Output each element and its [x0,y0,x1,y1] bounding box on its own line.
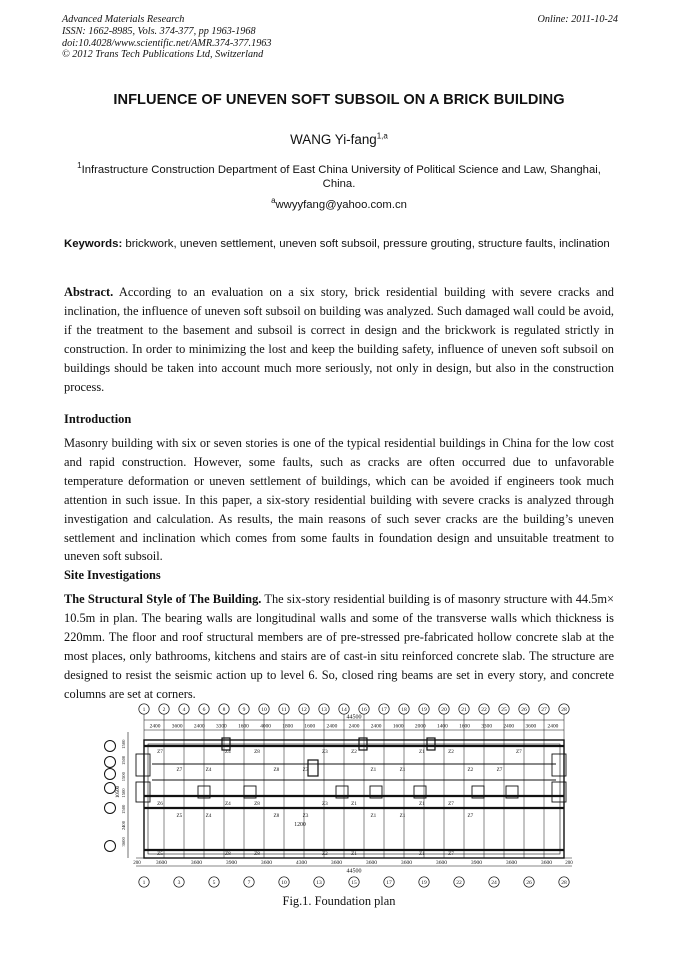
axis-label-top: 27 [541,707,547,714]
axis-label-top: 10 [261,707,267,714]
axis-label-bottom: 26 [526,880,532,887]
footing-tag: Z7 [448,801,454,807]
footing-tag: Z7 [448,851,454,857]
dimension-edge-left: 200 [133,861,141,866]
foundation-outline-inner [148,744,560,854]
online-date: Online: 2011-10-24 [537,14,618,25]
site-heading: Site Investigations [64,568,161,582]
keywords-label: Keywords: [64,238,123,250]
axis-label-top: 22 [481,707,487,714]
axis-label-bottom: 13 [316,880,322,887]
footing-tag: Z2 [351,749,357,755]
footing-tag: Z5 [176,813,183,819]
axis-label-top: 26 [521,707,527,714]
dimension-label-left: 1500 [121,755,126,766]
site-sub-label: The Structural Style of The Building. [64,592,262,606]
dimension-label-top: 2400 [370,723,382,730]
journal-header [62,14,618,61]
axis-label-bottom: 24 [491,880,497,887]
dimension-label-top: 2400 [348,723,360,730]
email [0,196,678,211]
footing-tag: Z1 [370,813,377,819]
dimension-label-top: 1600 [392,723,404,730]
journal-doi: doi:10.4028/www.scientific.net/AMR.374-377.1963 [62,37,272,49]
author [0,132,678,147]
dimension-label-left: 2400 [121,820,126,831]
dimension-label-left: 1500 [121,804,126,814]
dimension-label-top: 1400 [437,723,448,730]
footing-tag: Z1 [399,767,406,773]
footing-tag: Z8 [273,813,280,819]
dimension-label-top: 1600 [304,723,316,730]
dimension-label-bottom: 3900 [225,860,238,866]
axis-label-top: 16 [361,707,367,714]
axis-bubble-left [104,740,116,752]
footing-tag: Z7 [176,767,183,773]
footing-tag: Z5 [157,851,163,857]
introduction-text: Masonry building with six or seven stories is one of the typical residential buildings in China for the low cost and rapid construction. However, some faults, such as cracks are often occurred due to unfavorable temperature deformation or uneven settlement of buildings, which can be avoided if engineers took much attention in such issue. In this paper, a six-story residential building with severe cracks is analyzed through investigation and calculation. As results, the main reasons of such sever cracks are the building’s uneven settlement and inclination which comes from some faults in foundation design and unsuitable treatment to uneven soft subsoil. [64,436,614,564]
dimension-label-top: 2000 [414,723,426,730]
footing-tag: Z4 [225,801,231,807]
abstract-label: Abstract. [64,285,114,299]
site-paragraph [64,590,614,703]
footing-tag: Z7 [516,749,522,755]
abstract-text: According to an evaluation on a six story, brick residential building with severe cracks and inclination, the influence of uneven soft subsoil on building was analyzed. Such damaged wall could be avoid, if the treatment to the basement and subsoil is correct in design and the brickwork is regulated strictly in construction. In order to minimizing the lost and keep the building safety, influence of uneven soft subsoil on buildings should be taken into account much more seriously, not only in design, but also in the construction process. [64,285,614,394]
author-name: WANG Yi-fang [290,132,377,147]
affiliation [74,163,604,191]
axis-label-top: 28 [561,707,567,714]
footing-tag: Z8 [273,767,280,773]
footing-tag: Z2 [322,851,328,857]
axis-label-top: 20 [441,707,447,714]
dimension-label-left: 1500 [121,772,126,782]
dimension-label-top: 1600 [238,723,249,730]
dimension-label-bottom: 3600 [190,860,203,866]
introduction-heading: Introduction [64,412,132,426]
foundation-plan-figure [116,702,573,892]
dimension-label-bottom: 3600 [330,860,343,866]
footing-tag: Z3 [322,801,328,807]
dimension-label-top: 2400 [326,723,338,730]
axis-label-bottom: 19 [421,880,427,887]
axis-bubble-left [104,840,116,852]
axis-label-top: 2 [162,707,166,714]
axis-label-bottom: 7 [247,880,251,887]
affiliation-text: Infrastructure Construction Department of East China University of Political Science and Law, Shanghai, China. [81,164,601,190]
keywords [64,236,614,253]
axis-label-top: 18 [401,707,407,714]
dimension-label-left: 1500 [121,739,126,749]
dimension-label-top: 2400 [193,723,205,730]
stair-core [308,760,318,776]
dimension-edge-right: 200 [565,861,573,866]
axis-label-top: 4 [182,707,186,714]
journal-copyright: © 2012 Trans Tech Publications Ltd, Switzerland [62,49,264,61]
dimension-label-bottom: 3600 [505,860,518,866]
axis-label-top: 11 [281,707,287,714]
dimension-label-top: 4000 [260,723,271,730]
paper-title: INFLUENCE OF UNEVEN SOFT SUBSOIL ON A BRICK BUILDING [113,92,565,108]
footing-tag: Z1 [370,767,377,773]
footing-tag: Z3 [322,749,328,755]
axis-bubble-left [104,802,116,814]
keywords-text: brickwork, uneven settlement, uneven soft subsoil, pressure grouting, structure faults, inclination [122,238,610,250]
left-axis-column [104,736,116,856]
abstract [64,283,614,396]
footing-tag: Z8 [254,801,260,807]
journal-name: Advanced Materials Research [62,14,185,25]
dimension-label-top: 3300 [481,723,493,730]
footing-tag: Z6 [157,801,163,807]
dimension-label-top: 2400 [149,723,161,730]
footing-tag: Z1 [419,749,425,755]
footing-tag: Z1 [419,851,425,857]
footing-tag: Z3 [302,813,309,819]
axis-label-bottom: 5 [212,880,216,887]
axis-label-top: 25 [501,707,507,714]
footing-tag: Z1 [351,851,357,857]
footing-tag: Z7 [467,813,474,819]
axis-label-top: 13 [321,707,327,714]
axis-label-top: 6 [202,707,206,714]
footing-tag: Z8 [225,851,231,857]
footing-tag: Z1 [419,801,425,807]
axis-label-bottom: 10 [281,880,287,887]
axis-label-top: 9 [242,707,246,714]
dimension-label-bottom: 3600 [260,860,273,866]
footing-tag: Z3 [302,767,309,773]
figure-caption: Fig.1. Foundation plan [282,894,396,908]
footing-tag: Z1 [351,801,357,807]
axis-bubble-left [104,756,116,768]
dimension-label-top: 2400 [503,723,515,730]
dimension-label-top: 3300 [215,723,227,730]
journal-issn: ISSN: 1662-8985, Vols. 374-377, pp 1963-1968 [62,25,256,37]
axis-label-bottom: 22 [456,880,462,887]
dimension-label-mid: 1200 [294,822,306,828]
dimension-sum-left: 10500 [116,786,121,798]
foundation-plan-drawing [116,702,573,892]
dimension-total-top: 44500 [346,714,362,721]
axis-label-bottom: 28 [561,880,567,887]
foundation-outline [144,740,564,858]
dimension-label-left: 3600 [121,837,126,847]
dimension-label-bottom: 3900 [470,860,483,866]
footing-tag: Z4 [205,767,212,773]
axis-bubble-left [104,782,116,794]
footing-tag: Z4 [205,813,212,819]
footing-tag: Z8 [254,749,260,755]
axis-label-bottom: 15 [351,880,357,887]
footing-tag: Z1 [399,813,406,819]
footing-tag: Z4 [225,749,231,755]
footing-tag: Z2 [467,767,474,773]
affiliation-sup: 1 [77,161,82,171]
email-sup: a [271,196,276,206]
axis-bubble-left [104,768,116,780]
dimension-label-bottom: 3600 [435,860,448,866]
dimension-label-bottom: 4300 [295,860,308,866]
axis-label-top: 17 [381,707,387,714]
axis-label-top: 1 [142,707,146,714]
email-text: wwyyfang@yahoo.com.cn [275,199,407,211]
dimension-label-bottom: 3600 [365,860,378,866]
dimension-label-top: 3600 [171,723,183,730]
axis-label-top: 12 [301,707,307,714]
dimension-label-top: 2400 [547,723,559,730]
dimension-total-bottom: 44500 [346,868,362,875]
site-text: The six-story residential building is of masonry structure with 44.5m× 10.5m in plan. The bearing walls are longitudinal walls and some of the transverse walls which thickness is 220mm. The floor and roof structural members are of pre-stressed pre-fabricated hollow concrete slab at the most places, only bathrooms, kitchens and stairs are of cast-in situ reinforced concrete slab. The structure are designed to resist the seismic action up to level 6. So, closed ring beams are set in every story, and concrete columns are set at corners. [64,592,614,701]
dimension-label-top: 1600 [459,723,470,730]
axis-label-bottom: 3 [177,880,181,887]
dimension-label-bottom: 3600 [540,860,553,866]
dimension-label-top: 1800 [282,723,294,730]
dimension-label-top: 3600 [525,723,537,730]
author-sup: 1,a [376,131,388,141]
dimension-label-bottom: 3600 [155,860,168,866]
footing-tag: Z7 [157,749,163,755]
axis-label-top: 14 [341,707,347,714]
footing-tag: Z2 [448,749,454,755]
dimension-label-left: 1500 [121,788,126,798]
dimension-label-bottom: 3600 [400,860,413,866]
axis-label-top: 19 [421,707,427,714]
footing-tag: Z7 [496,767,503,773]
axis-label-top: 8 [222,707,226,714]
axis-label-top: 21 [461,707,467,714]
axis-label-bottom: 1 [142,880,146,887]
footing-tag: Z8 [254,851,260,857]
axis-label-bottom: 17 [386,880,392,887]
